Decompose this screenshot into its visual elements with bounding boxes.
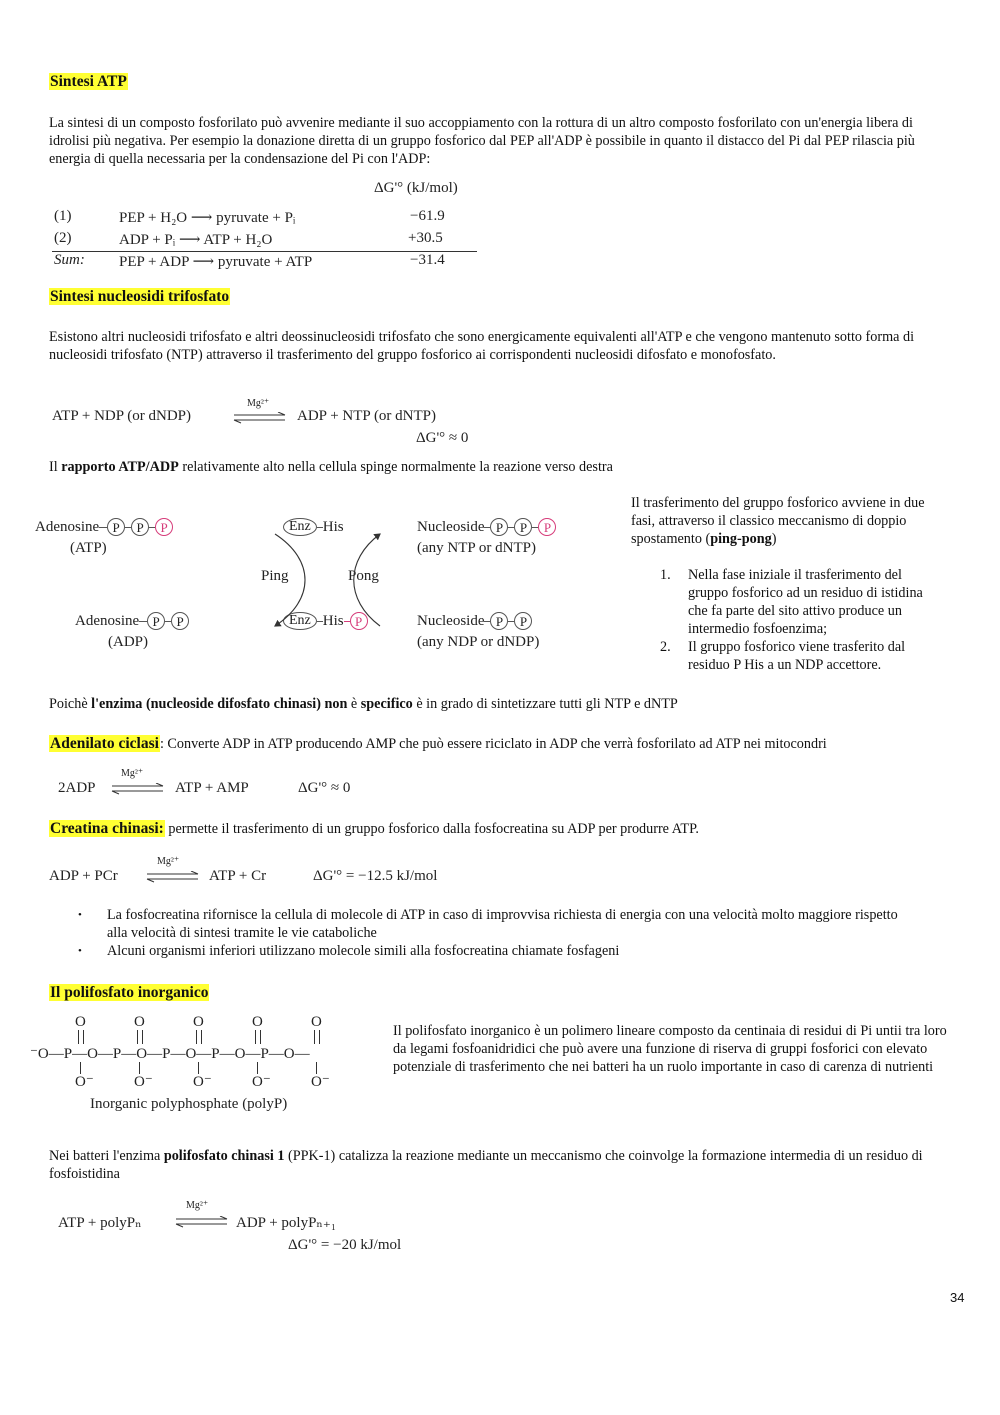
label-ntp: (any NTP or dNTP) (417, 540, 537, 556)
eq-delta-g: ΔG'° ≈ 0 (416, 430, 469, 446)
list-item: 1. Nella fase iniziale il trasferimento del gruppo fosforico ad un residuo di istidina che fa parte del sito attivo produce un intermedio fosfoenzima; (660, 567, 923, 637)
oxygen-atom: O (311, 1014, 322, 1030)
ntp-equation (52, 398, 492, 448)
label-atp: (ATP) (70, 540, 107, 556)
polyphosphate-chain: ⁻O—P—O—P—O—P—O—P—O—P—O— (30, 1046, 310, 1062)
table-header: ΔG'° (kJ/mol) (374, 180, 458, 196)
paragraph-creatina: Creatina chinasi: permette il trasferimento di un gruppo fosforico dalla fosfocreatina su ADP per produrre ATP. (50, 820, 699, 837)
phosphate-icon: P (147, 612, 165, 630)
label-pong: Pong (348, 568, 379, 584)
phosphate-icon: P (490, 612, 508, 630)
heading-creatina-chinasi: Creatina chinasi: (50, 820, 164, 837)
phosphate-transfer-icon: P (538, 518, 556, 536)
paragraph-ppk: Nei batteri l'enzima polifosfato chinasi 1 (PPK-1) catalizza la reazione mediante un meccanismo che coinvolge la formazione intermedia di un residuo di fosfoistidina (49, 1148, 923, 1182)
oxygen-anion-atom: O⁻ (252, 1074, 271, 1090)
oxygen-atom: O (193, 1014, 204, 1030)
double-bond (196, 1030, 202, 1044)
enzyme-his-phosphate: Enz His P (283, 612, 368, 630)
creatina-equation: ADP + PCr Mg²⁺ ATP + Cr ΔG'° = −12.5 kJ/mol (49, 856, 438, 884)
oxygen-anion-atom: O⁻ (193, 1074, 212, 1090)
phosphate-icon: P (514, 612, 532, 630)
phosphate-icon: P (171, 612, 189, 630)
bullet-icon: • (78, 945, 82, 957)
oxygen-anion-atom: O⁻ (134, 1074, 153, 1090)
paragraph-nucleosidi: Esistono altri nucleosidi trifosfato e altri deossinucleosidi trifosfato che sono energicamente equivalenti all'ATP e che vengono mantenuto sotto forma di nucleosidi trifosfato (NTP) attraverso il trasferimento del gruppo fosforico ai corrispondenti nucleosidi difosfato e monofosfato. (49, 329, 915, 363)
page-number: 34 (950, 1290, 965, 1305)
bullet-icon: • (78, 909, 82, 921)
phosphate-icon: P (107, 518, 125, 536)
phosphate-icon: P (490, 518, 508, 536)
list-item: • La fosfocreatina rifornisce la cellula di molecole di ATP in caso di improvvisa richiesta di energia con una velocità molto maggiore rispetto alla velocità di sintesi tramite le vie cataboliche (78, 907, 898, 941)
paragraph-enzyme: Poichè l'enzima (nucleoside difosfato chinasi) non è specifico è in grado di sintetizzare tutti gli NTP e dNTP (49, 696, 678, 712)
equilibrium-arrow-icon (110, 783, 165, 795)
oxygen-anion-atom: O⁻ (75, 1074, 94, 1090)
oxygen-atom: O (134, 1014, 145, 1030)
eq-left: ATP + NDP (or dNDP) (52, 408, 192, 424)
nucleoside-ntp: Nucleoside P P P (417, 518, 556, 536)
phosphate-icon: P (131, 518, 149, 536)
phosphate-icon: P (514, 518, 532, 536)
phosphate-transfer-icon: P (155, 518, 173, 536)
paragraph-ratio: Il rapporto ATP/ADP relativamente alto nella cellula spinge normalmente la reazione verso destra (49, 459, 613, 475)
paragraph-polifosfato: Il polifosfato inorganico è un polimero lineare composto da centinaia di residui di Pi untii tra loro da legami fosfoanidridici che può avere una funzione di riserva di gruppi fosforici con elevato potenziale di trasferimento che nei batteri ha un ruolo importante in caso di carenza di nutrienti (393, 1023, 947, 1075)
phosphate-transfer-icon: P (350, 612, 368, 630)
heading-sintesi-atp: Sintesi ATP (50, 73, 127, 90)
list-item: • Alcuni organismi inferiori utilizzano molecole simili alla fosfocreatina chiamate fosfageni (78, 943, 620, 959)
ping-pong-explanation: Il trasferimento del gruppo fosforico avviene in due fasi, attraverso il classico meccanismo di doppio spostamento (ping-pong) (631, 495, 925, 547)
label-ndp: (any NDP or dNDP) (417, 634, 540, 650)
equilibrium-arrow-icon (232, 412, 287, 424)
paragraph-adenilato: Adenilato ciclasi: Converte ADP in ATP producendo AMP che può essere riciclato in ADP che verrà fosforilato ad ATP nei mitocondri (50, 735, 827, 752)
ping-pong-arrows-icon (230, 530, 430, 630)
equilibrium-arrow-icon (145, 871, 200, 883)
double-bond (314, 1030, 320, 1044)
list-item: 2. Il gruppo fosforico viene trasferito dal residuo P His a un NDP accettore. (660, 639, 906, 673)
label-adp: (ADP) (108, 634, 148, 650)
adenilato-equation: 2ADP Mg²⁺ ATP + AMP ΔG'° ≈ 0 (58, 768, 351, 796)
heading-polifosfato: Il polifosfato inorganico (50, 984, 209, 1001)
oxygen-atom: O (252, 1014, 263, 1030)
polyphosphate-structure (30, 1014, 375, 1114)
adenosine-atp: Adenosine P P P (35, 518, 173, 536)
double-bond (137, 1030, 143, 1044)
paragraph-sintesi-atp: La sintesi di un composto fosforilato può avvenire mediante il suo accoppiamento con la rottura di un altro composto fosforilato con un'energia libera di idrolisi più negativa. Per esempio la donazione diretta di un gruppo fosforico dal PEP all'ADP è possibile in quanto il distacco del Pi dal PEP rilascia più energia di quella necessaria per la condensazione del Pi con l'ADP: (49, 115, 915, 167)
free-energy-table: ΔG'° (kJ/mol) (1) PEP + H₂O ⟶ pyruvate + Pᵢ −61.9 (2) ADP + Pᵢ ⟶ ATP + H₂O +30.5 Sum: PEP + ADP ⟶ pyruvate + ATP −31.4 (52, 180, 477, 275)
heading-sintesi-nucleosidi: Sintesi nucleosidi trifosfato (50, 288, 230, 305)
ping-pong-diagram (35, 510, 620, 660)
adenosine-adp: Adenosine P P (75, 612, 189, 630)
eq-catalyst: Mg²⁺ (247, 398, 270, 409)
double-bond (78, 1030, 84, 1044)
double-bond (255, 1030, 261, 1044)
ping-pong-steps (660, 566, 945, 674)
label-ping: Ping (261, 568, 289, 584)
eq-right: ADP + NTP (or dNTP) (297, 408, 437, 424)
polyphosphate-caption: Inorganic polyphosphate (polyP) (90, 1096, 288, 1112)
ppk-equation: ATP + polyPₙ Mg²⁺ ADP + polyPₙ₊₁ ΔG'° = −20 kJ/mol (58, 1200, 402, 1253)
oxygen-anion-atom: O⁻ (311, 1074, 330, 1090)
equilibrium-arrow-icon (174, 1216, 229, 1228)
enzyme-his: Enz His (283, 518, 344, 536)
heading-adenilato-ciclasi: Adenilato ciclasi (50, 735, 159, 752)
oxygen-atom: O (75, 1014, 86, 1030)
nucleoside-ndp: Nucleoside P P (417, 612, 532, 630)
creatina-bullets (78, 906, 908, 960)
